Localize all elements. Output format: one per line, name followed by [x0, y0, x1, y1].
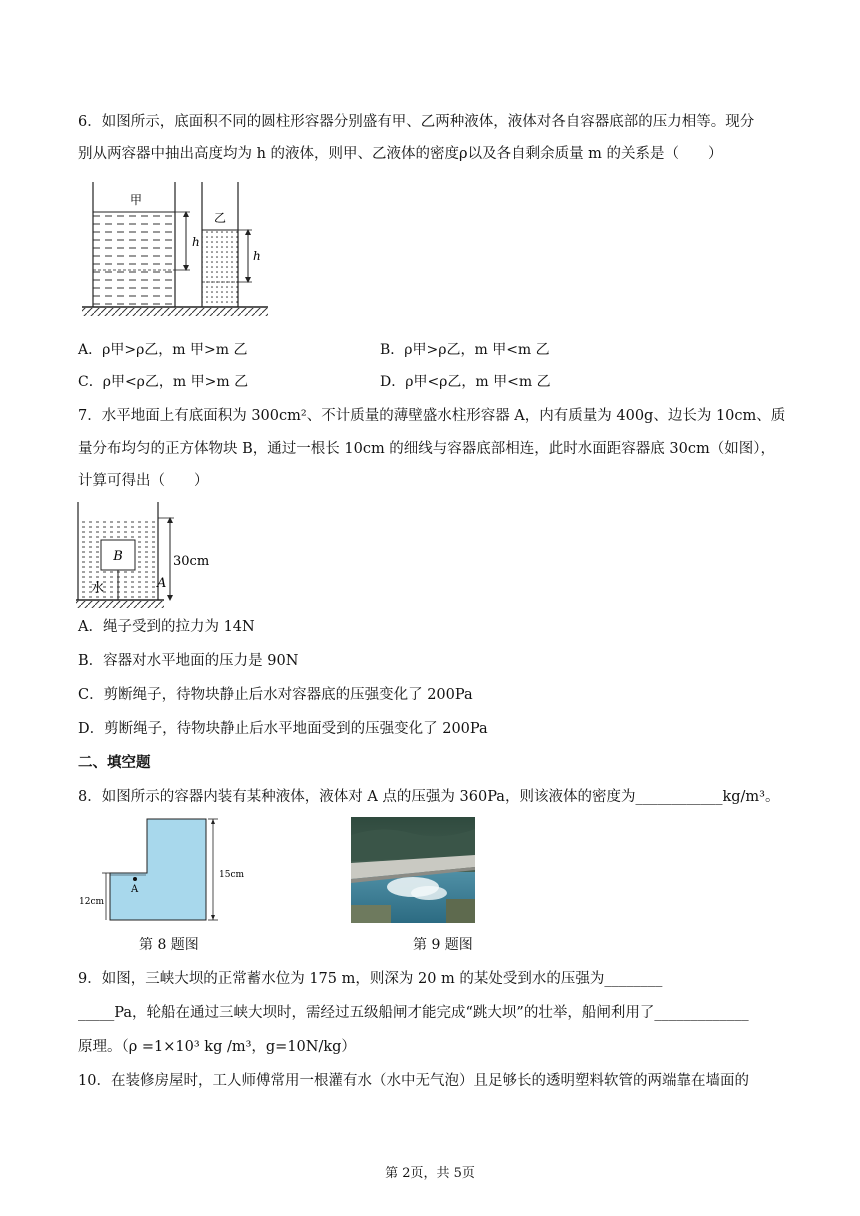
three-gorges-dam-photo — [351, 817, 475, 923]
q6-stem-line2: 别从两容器中抽出高度均为 h 的液体，则甲、乙液体的密度ρ以及各自剩余质量 m 的关系是（ ） — [78, 146, 723, 162]
q8-container-liquid — [110, 819, 206, 920]
container-jia-liquid — [93, 212, 175, 307]
q6-stem-line1: 6．如图所示，底面积不同的圆柱形容器分别盛有甲、乙两种液体，液体对各自容器底部的压力相等。现分 — [78, 114, 755, 130]
container-yi-liquid — [202, 230, 238, 307]
q7-option-b[interactable]: B．容器对水平地面的压力是 90N — [78, 653, 299, 669]
height-30cm-label: 30cm — [173, 554, 210, 569]
h-label-left: h — [192, 235, 200, 249]
q7-option-a[interactable]: A．绳子受到的拉力为 14N — [78, 619, 255, 635]
q7-option-d[interactable]: D．剪断绳子，待物块静止后水平地面受到的压强变化了 200Pa — [78, 721, 488, 737]
q9-stem-line2: _____Pa，轮船在通过三峡大坝时，需经过五级船闸才能完成“跳大坝”的壮举，船闸利用了_____________ — [78, 1005, 749, 1021]
label-yi: 乙 — [213, 211, 227, 225]
q7-option-c[interactable]: C．剪断绳子，待物块静止后水对容器底的压强变化了 200Pa — [78, 687, 473, 703]
q6-option-a[interactable]: A．ρ甲>ρ乙，m 甲>m 乙 — [78, 342, 248, 358]
q7-stem-line2: 量分布均匀的正方体物块 B，通过一根长 10cm 的细线与容器底部相连，此时水面距容器底 30cm（如图）， — [78, 441, 775, 457]
q7-stem-line1: 7．水平地面上有底面积为 300cm²、不计质量的薄壁盛水柱形容器 A，内有质量为 400g、边长为 10cm、质 — [78, 408, 786, 424]
container-a-label: A — [157, 576, 167, 591]
q9-figure-caption: 第 9 题图 — [413, 937, 473, 953]
height-12cm-label: 12cm — [79, 897, 105, 907]
q8-stem: 8．如图所示的容器内装有某种液体，液体对 A 点的压强为 360Pa，则该液体的密度为____________kg/m³。 — [78, 789, 780, 805]
q7-stem-line3: 计算可得出（ ） — [78, 473, 209, 489]
page-footer: 第 2页，共 5页 — [385, 1166, 475, 1181]
q9-stem-line1: 9．如图，三峡大坝的正常蓄水位为 175 m，则深为 20 m 的某处受到水的压强为________ — [78, 971, 663, 987]
q9-stem-line3: 原理。（ρ =1×10³ kg /m³，g=10N/kg） — [78, 1039, 356, 1055]
q8-figure-caption: 第 8 题图 — [139, 937, 199, 953]
point-a-label: A — [131, 884, 139, 895]
ground-hatch-7 — [76, 601, 164, 608]
block-b-label: B — [113, 549, 123, 564]
section-fill-in-blank: 二、填空题 — [78, 754, 151, 771]
q6-option-d[interactable]: D．ρ甲<ρ乙，m 甲<m 乙 — [380, 374, 551, 390]
q6-option-b[interactable]: B．ρ甲>ρ乙，m 甲<m 乙 — [380, 342, 550, 358]
q7-figure — [74, 500, 214, 608]
q6-figure — [80, 180, 270, 322]
q6-option-c[interactable]: C．ρ甲<ρ乙，m 甲>m 乙 — [78, 374, 249, 390]
height-15cm-label: 15cm — [219, 870, 245, 880]
ground-hatch — [82, 308, 268, 316]
water-label: 水 — [91, 581, 105, 596]
point-a — [133, 877, 137, 881]
label-jia: 甲 — [129, 193, 143, 207]
h-label-right: h — [253, 249, 261, 263]
q10-stem-line1: 10．在装修房屋时，工人师傅常用一根灌有水（水中无气泡）且足够长的透明塑料软管的两端靠在墙面的 — [78, 1073, 749, 1089]
q8-figure — [76, 815, 246, 925]
